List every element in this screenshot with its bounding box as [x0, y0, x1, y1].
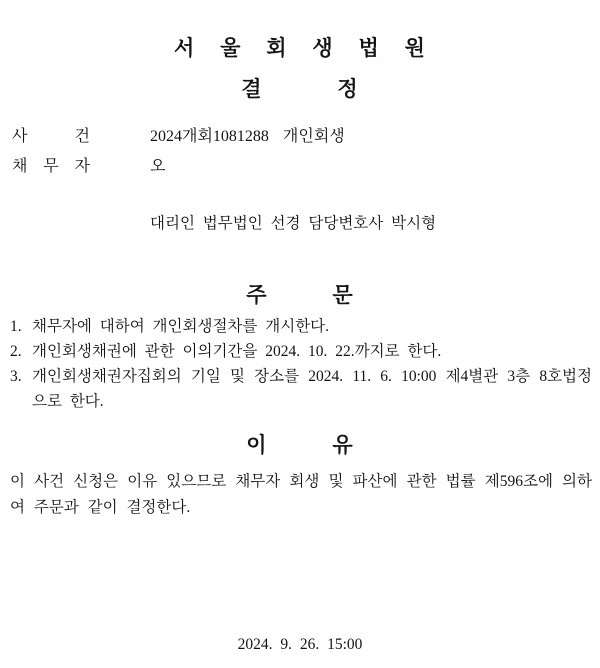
order-item [10, 339, 592, 364]
order-item-number: 1. [10, 318, 22, 335]
order-item-number: 2. [10, 343, 22, 360]
order-list [10, 314, 592, 414]
reason-text: 이 사건 신청은 이유 있으므로 채무자 회생 및 파산에 관한 법률 제596조에 의하여 주문과 같이 결정한다. [10, 473, 592, 516]
case-number-row [12, 127, 588, 147]
order-item-text: 채무자에 대하여 개인회생절차를 개시한다. [32, 318, 330, 335]
decision-datetime: 2024. 9. 26. 15:00 [237, 636, 363, 653]
order-item-number: 3. [10, 368, 22, 385]
debtor-value: 오 [150, 158, 166, 175]
reason-section-heading: 이 유 [246, 434, 354, 457]
order-item [10, 364, 592, 414]
order-item-text: 개인회생채권에 관한 이의기간을 2024. 10. 22.까지로 한다. [32, 343, 442, 360]
court-name-title: 서 울 회 생 법 원 [174, 37, 426, 60]
order-item [10, 314, 592, 339]
order-section-heading: 주 문 [246, 284, 354, 307]
debtor-label: 채 무 자 [12, 158, 90, 175]
document-title: 결 정 [241, 78, 359, 101]
case-number-label: 사 건 [12, 128, 90, 145]
attorney-line: 대리인 법무법인 선경 담당변호사 박시형 [150, 215, 437, 232]
debtor-row [12, 157, 588, 177]
case-number-value: 2024개회1081288 개인회생 [150, 128, 345, 145]
order-item-text: 개인회생채권자집회의 기일 및 장소를 2024. 11. 6. 10:00 제4별관 3층 8호법정으로 한다. [32, 368, 592, 410]
